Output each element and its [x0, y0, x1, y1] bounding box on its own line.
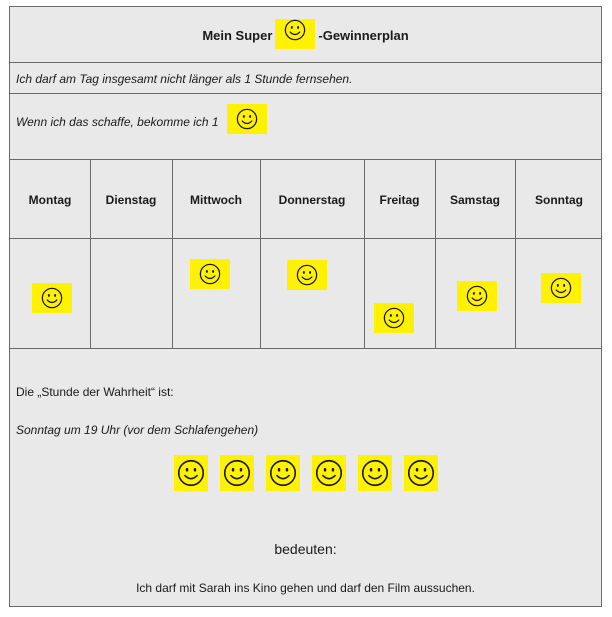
goal-sticker: [404, 455, 438, 491]
plan-title: [10, 21, 601, 51]
column-divider: [172, 159, 173, 348]
rule-text: Ich darf am Tag insgesamt nicht länger als 1 Stunde fernsehen.: [16, 72, 353, 86]
goal-sticker: [174, 455, 208, 491]
plan-sheet: [9, 6, 602, 607]
column-divider: [364, 159, 365, 348]
day-sticker-wednesday: [190, 259, 230, 289]
divider: [10, 62, 601, 63]
truth-time: Sonntag um 19 Uhr (vor dem Schlafengehen): [16, 423, 259, 437]
goal-sticker: [220, 455, 254, 491]
smiley-icon: [550, 277, 572, 299]
goal-sticker: [312, 455, 346, 491]
divider: [10, 348, 601, 349]
smiley-icon: [269, 459, 297, 487]
divider: [10, 238, 601, 239]
goal-sticker: [266, 455, 300, 491]
smiley-icon: [407, 459, 435, 487]
day-header-thursday: Donnerstag: [278, 193, 346, 207]
day-header-wednesday: Mittwoch: [190, 193, 242, 207]
smiley-icon: [361, 459, 389, 487]
smiley-icon: [223, 459, 251, 487]
day-header-friday: Freitag: [379, 193, 420, 207]
smiley-icon: [41, 287, 63, 309]
prize-text: Ich darf mit Sarah ins Kino gehen und darf den Film aussuchen.: [136, 581, 475, 595]
day-header-sunday: Sonntag: [535, 193, 583, 207]
smiley-icon: [315, 459, 343, 487]
bedeuten-text: bedeuten:: [274, 541, 337, 557]
day-header-tuesday: Dienstag: [105, 193, 157, 207]
reward-sticker: [227, 104, 267, 134]
day-sticker-monday: [32, 283, 72, 313]
title-sticker: [275, 19, 315, 49]
smiley-icon: [236, 108, 258, 130]
reward-text: Wenn ich das schaffe, bekomme ich 1: [16, 115, 219, 129]
day-sticker-thursday: [287, 260, 327, 290]
smiley-icon: [199, 263, 221, 285]
day-header-saturday: Samstag: [449, 193, 501, 207]
smiley-icon: [466, 285, 488, 307]
smiley-icon: [296, 264, 318, 286]
smiley-icon: [383, 307, 405, 329]
day-sticker-saturday: [457, 281, 497, 311]
smiley-icon: [177, 459, 205, 487]
title-after: -Gewinnerplan: [318, 28, 409, 43]
divider: [10, 159, 601, 160]
divider: [10, 93, 601, 94]
title-before: Mein Super: [202, 28, 273, 43]
goal-sticker: [358, 455, 392, 491]
column-divider: [260, 159, 261, 348]
column-divider: [90, 159, 91, 348]
smiley-icon: [284, 19, 306, 41]
day-header-monday: Montag: [28, 193, 72, 207]
column-divider: [515, 159, 516, 348]
column-divider: [435, 159, 436, 348]
truth-label: Die „Stunde der Wahrheit“ ist:: [16, 385, 174, 399]
day-sticker-friday: [374, 303, 414, 333]
day-sticker-sunday: [541, 273, 581, 303]
